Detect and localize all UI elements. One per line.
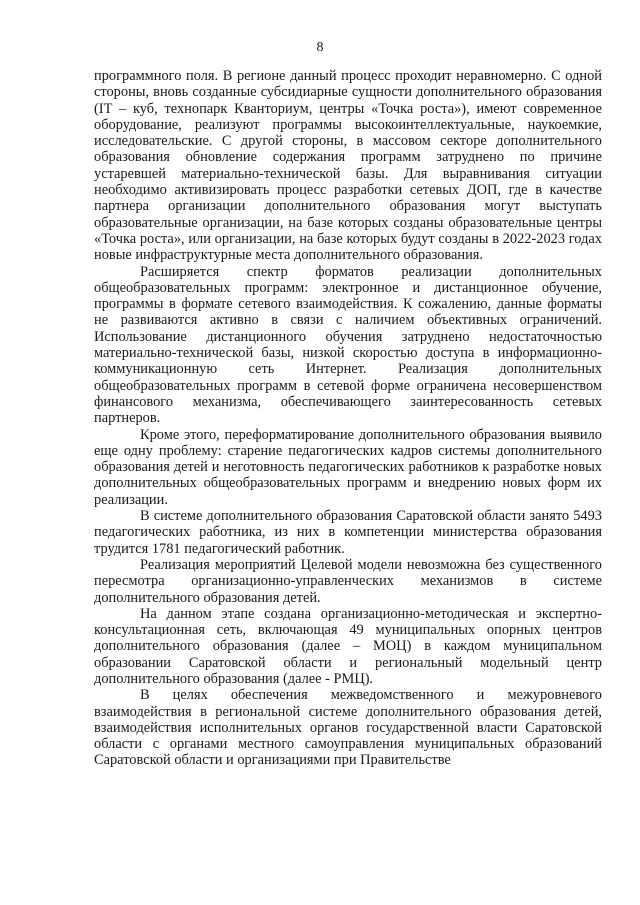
paragraph-network: На данном этапе создана организационно-методическая и экспертно-консультационная сеть, включающая 49 муниципальных опорных центров дополнительного образования (далее – МОЦ) в каждом муниципальном образовании Саратовской области и региональный модельный центр дополнительного образования (далее - РМЦ). bbox=[94, 605, 602, 687]
paragraph-interaction: В целях обеспечения межведомственного и межуровневого взаимодействия в региональной системе дополнительного образования детей, взаимодействия исполнительных органов государственной власти Саратовской области с органами местного самоуправления муниципальных образований Саратовской области и организациями при Правительстве bbox=[94, 687, 602, 769]
paragraph-target-model: Реализация мероприятий Целевой модели невозможна без существенного пересмотра организационно-управленческих механизмов в системе дополнительного образования детей. bbox=[94, 556, 602, 606]
body-text bbox=[94, 68, 602, 769]
page-number: 8 bbox=[316, 40, 324, 55]
paragraph-staff-aging: Кроме этого, переформатирование дополнительного образования выявило еще одну проблему: старение педагогических кадров системы дополнительного образования детей и неготовность педагогических работников к разработке новых дополнительных общеобразовательных программ и внедрению новых форм их реализации. bbox=[94, 426, 602, 508]
paragraph-infrastructure: программного поля. В регионе данный процесс проходит неравномерно. С одной стороны, вновь созданные субсидиарные сущности дополнительного образования (IT – куб, технопарк Кванториум, центры «Точка роста»), имеют современное оборудование, реализуют программы высокоинтеллектуальные, наукоемкие, исследовательские. С другой стороны, в массовом секторе дополнительного образования обновление содержания программ затруднено по причине устаревшей материально-технической базы. Для выравнивания ситуации необходимо активизировать процесс разработки сетевых ДОП, где в качестве партнера организации дополнительного образования могут выступать образовательные организации, на базе которых созданы образовательные центры «Точка роста», или организации, на базе которых будут созданы в 2022-2023 годах новые инфраструктурные места дополнительного образования. bbox=[94, 68, 602, 264]
paragraph-formats: Расширяется спектр форматов реализации дополнительных общеобразовательных программ: электронное и дистанционное обучение, программы в формате сетевого взаимодействия. К сожалению, данные форматы не развиваются активно в связи с наличием объективных ограничений. Использование дистанционного обучения затруднено недостаточностью материально-технической базы, низкой скоростью доступа в информационно-коммуникационную сеть Интернет. Реализация дополнительных общеобразовательных программ в сетевой форме ограничена несовершенством финансового механизма, обеспечивающего заинтересованность сетевых партнеров. bbox=[94, 263, 602, 427]
paragraph-staff-count: В системе дополнительного образования Саратовской области занято 5493 педагогических работника, из них в компетенции министерства образования трудится 1781 педагогический работник. bbox=[94, 508, 602, 557]
